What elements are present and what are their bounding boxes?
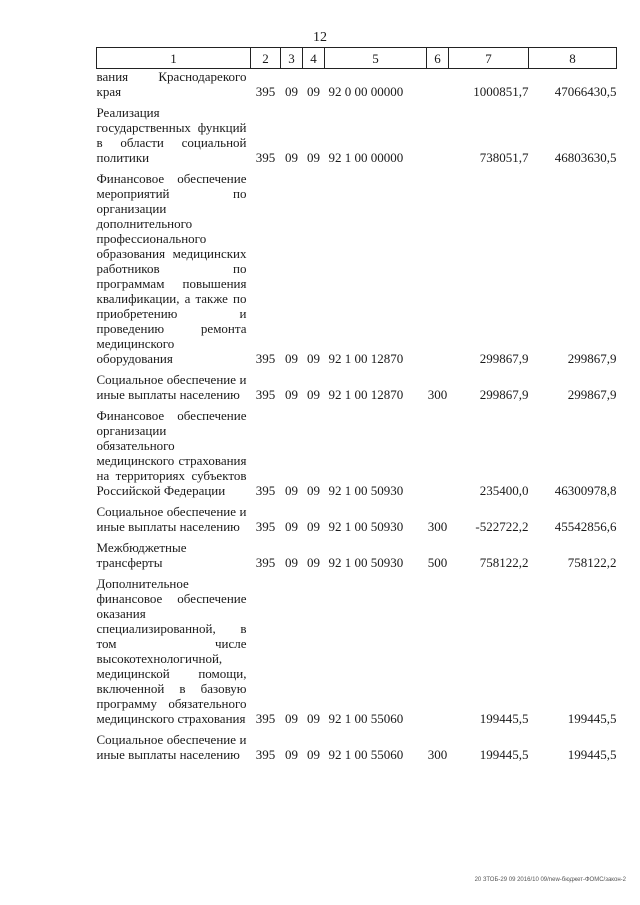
row-target-article: 92 1 00 50930 [328,555,404,570]
row-amount-change: 199445,5 [479,711,529,726]
table-row [97,732,617,762]
table-row [97,171,617,366]
row-target-article: 92 1 00 12870 [328,387,404,402]
row-subsection: 09 [307,555,320,570]
row-target-article: 92 1 00 00000 [328,150,404,165]
row-name: Финансовое обеспечение мероприятий по организации дополнительного профессионального образования медицинских работников по программам повышения квалификации, а также по приобретению и проведению ремонта медицинского оборудования [96,171,247,366]
footer-stamp: 20 ЗТОБ-29 09 2016/10 09/new-бюджет-ФОМС/закон-2 [474,877,626,883]
row-amount-total: 299867,9 [567,387,617,402]
row-expense-type [427,69,449,100]
row-ministry-code: 395 [255,84,276,99]
row-section: 09 [285,483,298,498]
column-header-4: 4 [303,48,325,69]
row-section: 09 [285,711,298,726]
row-target-article: 92 1 00 50930 [328,519,404,534]
row-ministry-code: 395 [255,747,276,762]
row-name: Финансовое обеспечение организации обязательного медицинского страхования на территориях субъектов Российской Федерации [96,408,247,498]
row-ministry-code: 395 [255,351,276,366]
row-name: Межбюджетные трансферты [96,540,187,570]
row-expense-type [427,171,449,366]
row-amount-total: 46300978,8 [554,483,617,498]
row-amount-change: -522722,2 [475,519,529,534]
row-name: Социальное обеспечение и иные выплаты населению [96,504,247,534]
budget-table [96,47,617,762]
row-expense-type [427,576,449,726]
row-section: 09 [285,555,298,570]
row-subsection: 09 [307,519,320,534]
column-header-3: 3 [281,48,303,69]
row-ministry-code: 395 [255,555,276,570]
row-subsection: 09 [307,483,320,498]
row-expense-type: 300 [427,387,448,402]
row-subsection: 09 [307,351,320,366]
table-row [97,576,617,726]
row-amount-change: 299867,9 [479,387,529,402]
table-row [97,504,617,534]
table-row [97,69,617,100]
row-section: 09 [285,387,298,402]
row-target-article: 92 1 00 55060 [328,747,404,762]
table-row [97,372,617,402]
row-section: 09 [285,351,298,366]
row-amount-total: 47066430,5 [554,84,617,99]
row-subsection: 09 [307,711,320,726]
page-number: 12 [313,30,327,45]
row-name: Социальное обеспечение и иные выплаты населению [96,732,247,762]
row-amount-change: 1000851,7 [473,84,529,99]
row-target-article: 92 1 00 55060 [328,711,404,726]
row-expense-type [427,105,449,165]
row-amount-total: 199445,5 [567,747,617,762]
row-subsection: 09 [307,387,320,402]
row-amount-change: 738051,7 [479,150,529,165]
row-amount-total: 46803630,5 [554,150,617,165]
row-name: Социальное обеспечение и иные выплаты населению [96,372,247,402]
row-expense-type: 300 [427,747,448,762]
row-section: 09 [285,747,298,762]
row-target-article: 92 1 00 50930 [328,483,404,498]
row-section: 09 [285,84,298,99]
row-subsection: 09 [307,84,320,99]
row-amount-change: 758122,2 [479,555,529,570]
row-amount-total: 758122,2 [567,555,617,570]
row-amount-total: 299867,9 [567,351,617,366]
column-header-8: 8 [529,48,617,69]
row-ministry-code: 395 [255,519,276,534]
column-header-6: 6 [427,48,449,69]
row-expense-type [427,408,449,498]
row-subsection: 09 [307,747,320,762]
column-header-2: 2 [251,48,281,69]
row-amount-change: 235400,0 [479,483,529,498]
row-amount-change: 199445,5 [479,747,529,762]
row-name: вания Краснодарекого края [96,69,247,99]
row-name: Реализация государственных функций в области социальной политики [96,105,247,165]
table-header-row [97,48,617,69]
row-subsection: 09 [307,150,320,165]
column-header-1: 1 [97,48,251,69]
row-target-article: 92 0 00 00000 [328,84,404,99]
table-row [97,540,617,570]
row-ministry-code: 395 [255,711,276,726]
row-target-article: 92 1 00 12870 [328,351,404,366]
column-header-7: 7 [449,48,529,69]
row-amount-total: 45542856,6 [554,519,617,534]
row-amount-total: 199445,5 [567,711,617,726]
row-section: 09 [285,519,298,534]
row-ministry-code: 395 [255,150,276,165]
row-section: 09 [285,150,298,165]
row-ministry-code: 395 [255,387,276,402]
row-ministry-code: 395 [255,483,276,498]
row-name: Дополнительное финансовое обеспечение оказания специализированной, в том числе высокотехнологичной, медицинской помощи, включенной в базовую программу обязательного медицинского страхования [96,576,247,726]
table-row [97,408,617,498]
column-header-5: 5 [325,48,427,69]
row-expense-type: 500 [427,555,448,570]
row-amount-change: 299867,9 [479,351,529,366]
table-row [97,105,617,165]
row-expense-type: 300 [427,519,448,534]
